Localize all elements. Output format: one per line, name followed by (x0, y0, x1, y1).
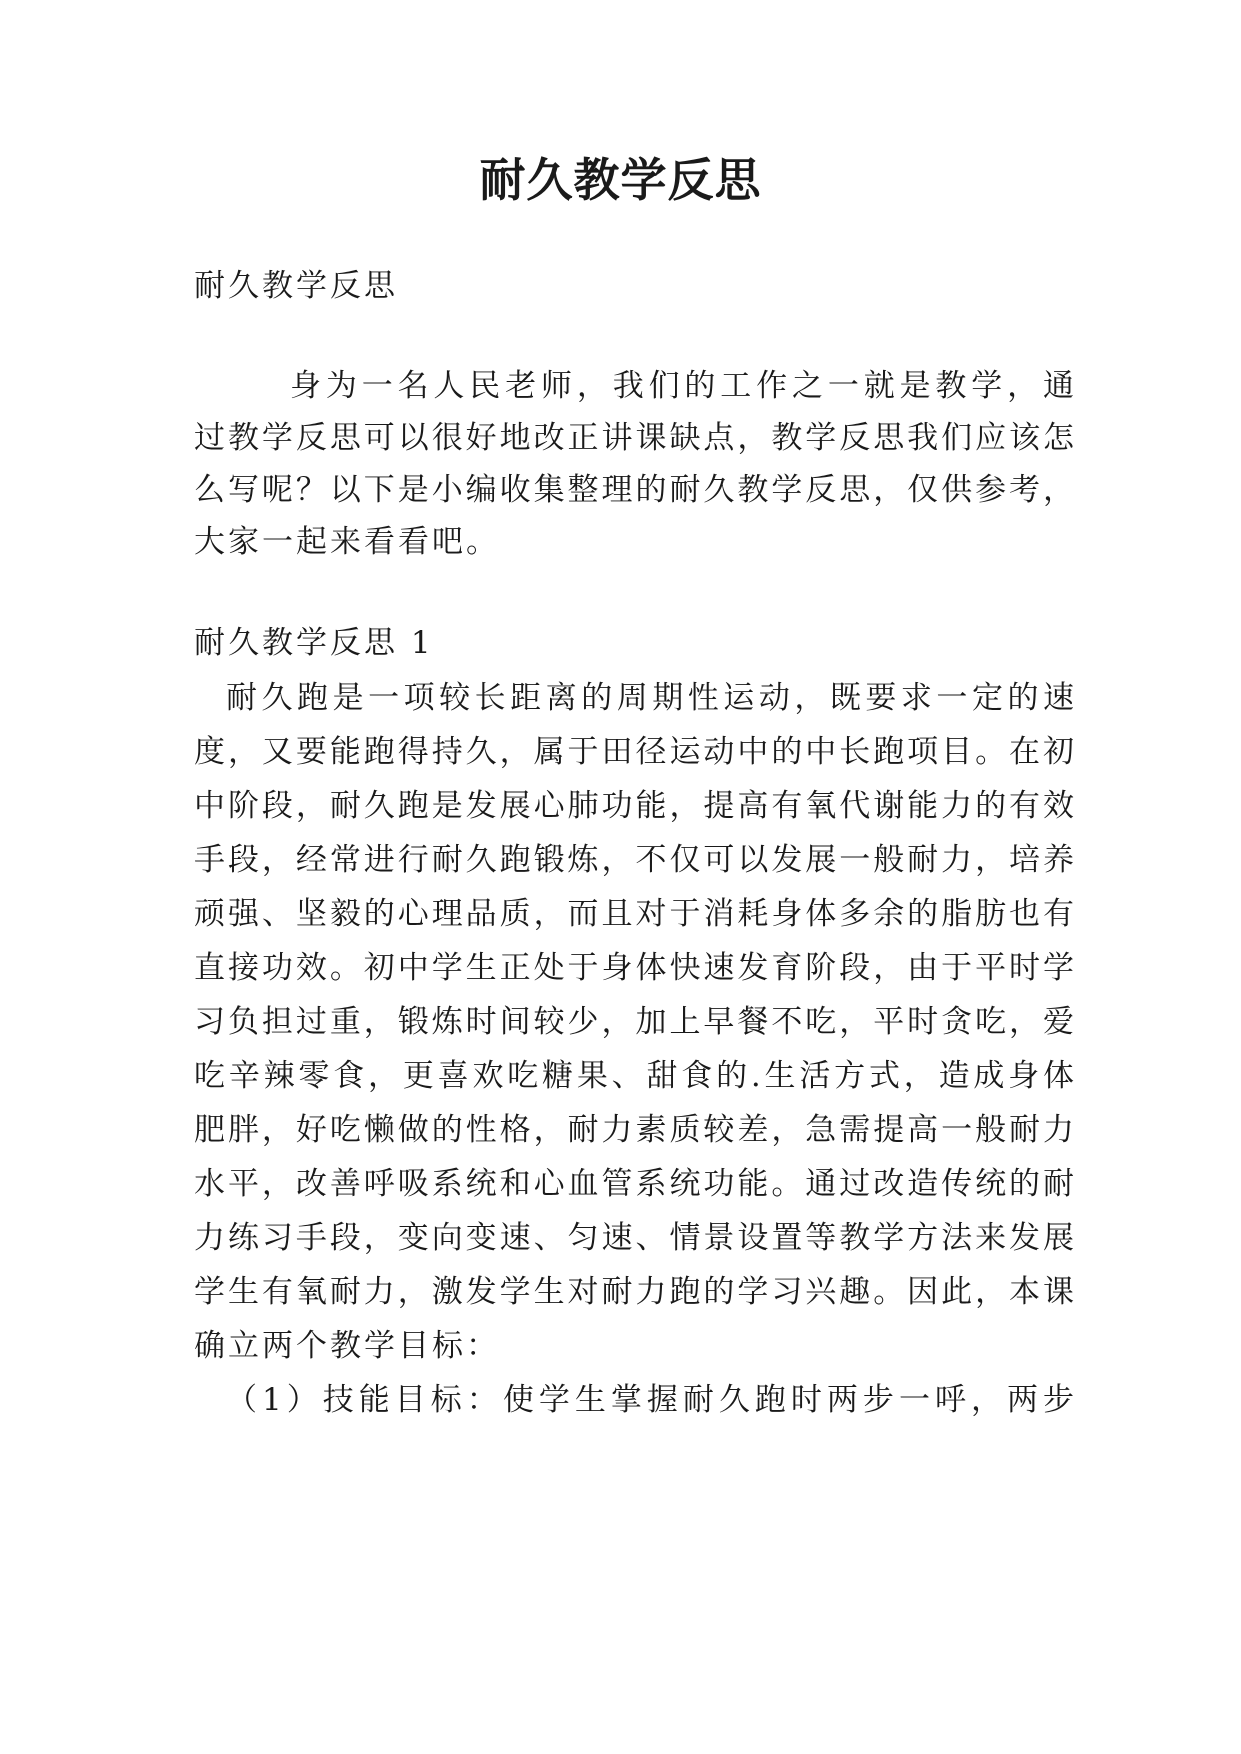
body-line: 耐久跑是一项较长距离的周期性运动，既要求一定的速 (226, 680, 1074, 716)
body-line: 直接功效。初中学生正处于身体快速发育阶段，由于平时学 (194, 950, 1074, 986)
body-line: 中阶段，耐久跑是发展心肺功能，提高有氧代谢能力的有效 (194, 788, 1074, 824)
intro-line: 过教学反思可以很好地改正讲课缺点，教学反思我们应该怎 (194, 420, 1074, 456)
intro-line: 身为一名人民老师，我们的工作之一就是教学，通 (290, 368, 1074, 404)
intro-line: 大家一起来看看吧。 (194, 524, 500, 560)
body-line: 学生有氧耐力，激发学生对耐力跑的学习兴趣。因此，本课 (194, 1274, 1074, 1310)
body-line: 吃辛辣零食，更喜欢吃糖果、甜食的.生活方式，造成身体 (194, 1058, 1074, 1094)
body-line: 手段，经常进行耐久跑锻炼，不仅可以发展一般耐力，培养 (194, 842, 1074, 878)
document-title: 耐久教学反思 (479, 153, 762, 207)
goal-line: （1）技能目标：使学生掌握耐久跑时两步一呼，两步 (226, 1382, 1074, 1418)
document-subtitle: 耐久教学反思 (194, 268, 398, 304)
section-heading: 耐久教学反思 1 (194, 625, 434, 661)
body-line: 力练习手段，变向变速、匀速、情景设置等教学方法来发展 (194, 1220, 1074, 1256)
body-line: 顽强、坚毅的心理品质，而且对于消耗身体多余的脂肪也有 (194, 896, 1074, 932)
body-line: 度，又要能跑得持久，属于田径运动中的中长跑项目。在初 (194, 734, 1074, 770)
body-line: 习负担过重，锻炼时间较少，加上早餐不吃，平时贪吃，爱 (194, 1004, 1074, 1040)
intro-line: 么写呢？以下是小编收集整理的耐久教学反思，仅供参考， (194, 472, 1074, 508)
body-line: 水平，改善呼吸系统和心血管系统功能。通过改造传统的耐 (194, 1166, 1074, 1202)
body-line: 肥胖，好吃懒做的性格，耐力素质较差，急需提高一般耐力 (194, 1112, 1074, 1148)
body-line: 确立两个教学目标： (194, 1328, 500, 1364)
